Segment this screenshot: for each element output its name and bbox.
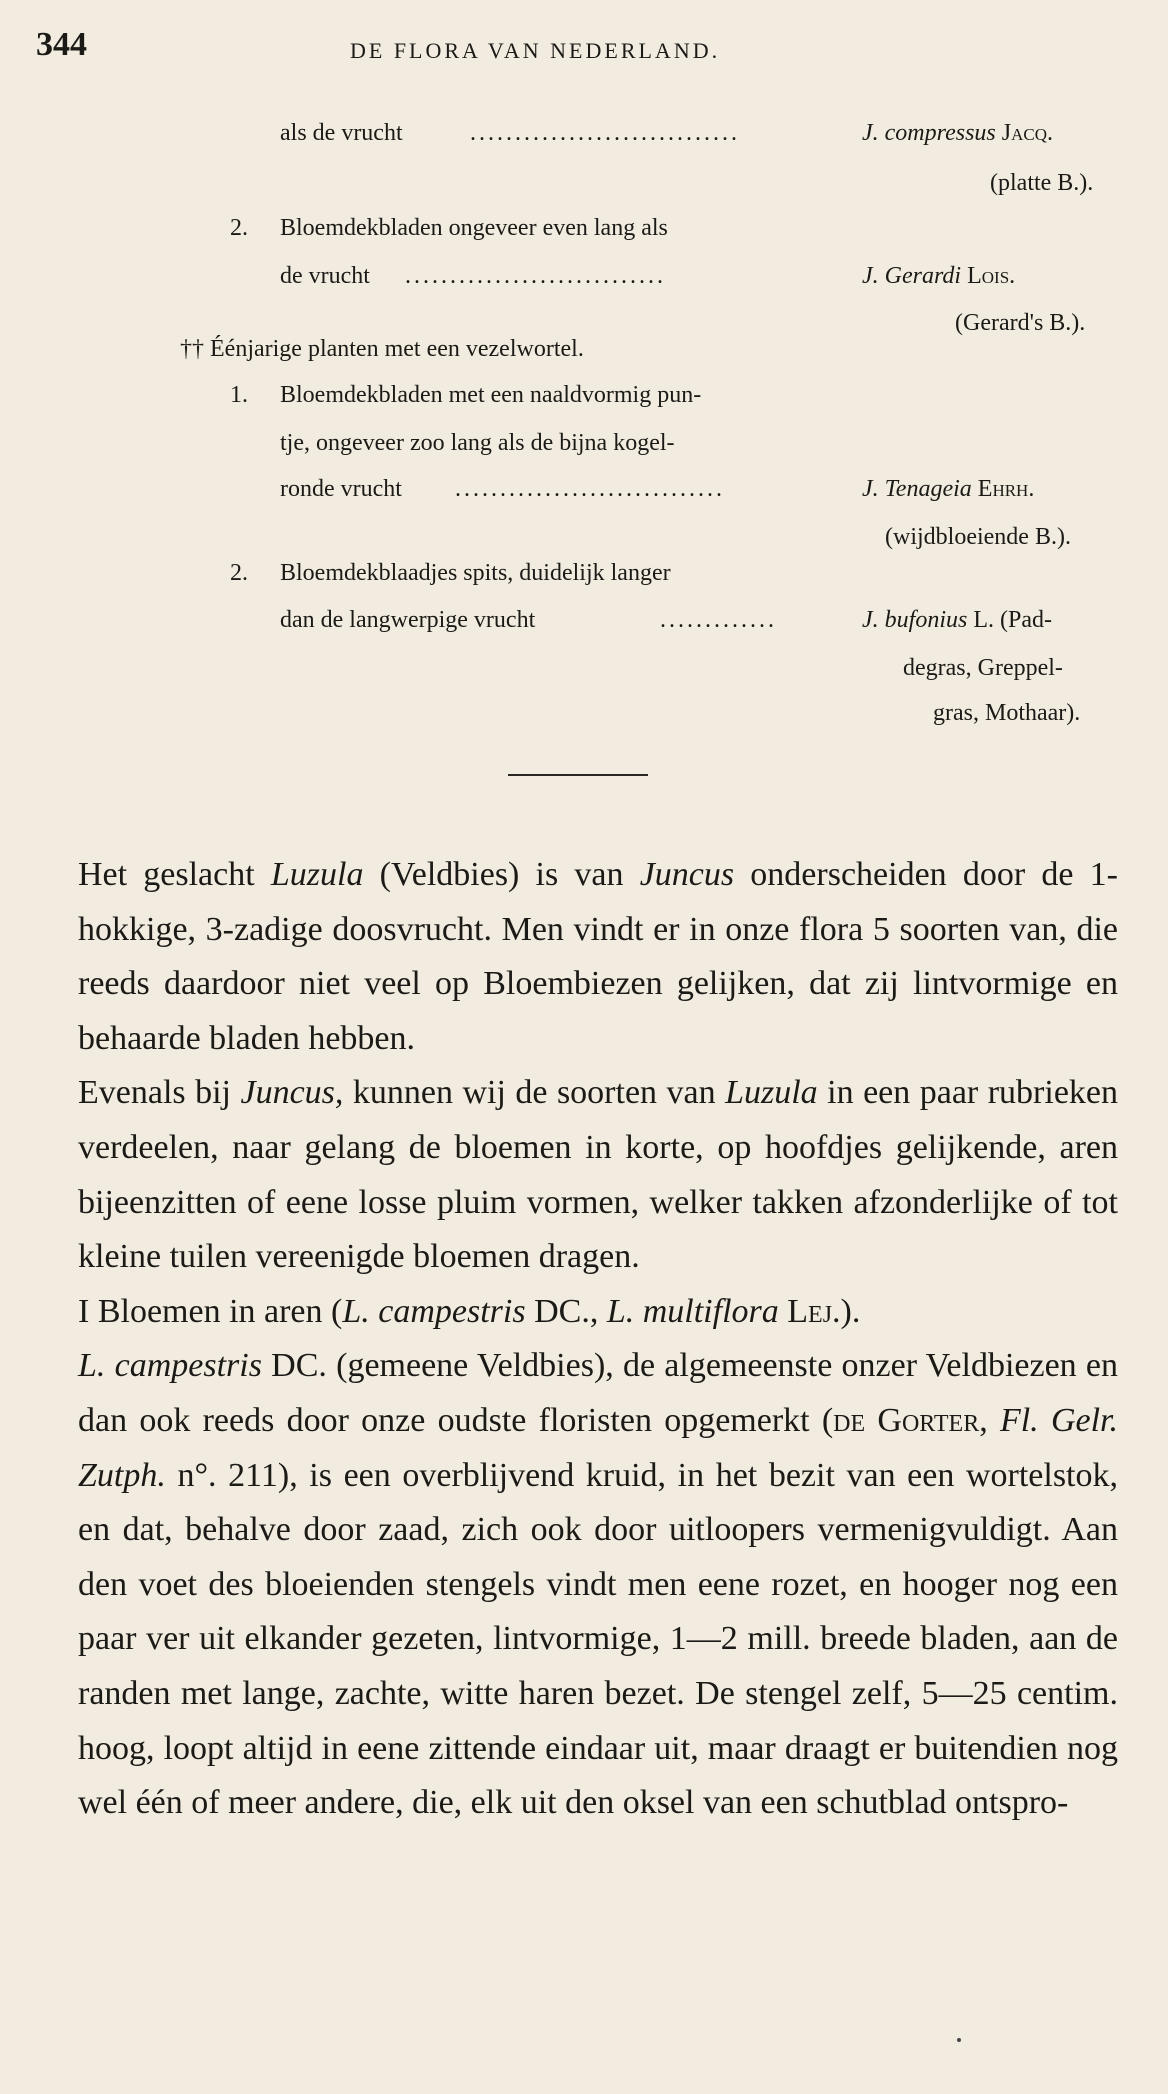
dot-leaders: .............................. (470, 120, 740, 146)
dot-leaders: ............................. (405, 263, 666, 289)
text-run: Het geslacht (78, 856, 271, 893)
author-name: de Gorter (833, 1401, 980, 1439)
text-run: kunnen wij de soorten van (343, 1074, 726, 1112)
species-name (862, 476, 1034, 503)
species-latin: J. Gerardi (862, 263, 962, 289)
paragraph (78, 1066, 1118, 1284)
species-latin: J. bufonius (862, 607, 968, 633)
dagger-mark: †† (180, 336, 204, 362)
paragraph (78, 1285, 1118, 1340)
species-author: Lois. (967, 263, 1016, 289)
text-run (779, 1293, 788, 1330)
key-line (280, 120, 403, 147)
print-speck (957, 2038, 961, 2042)
common-name: (Gerard's B.). (955, 310, 1086, 336)
text-run: Evenals bij (78, 1074, 241, 1112)
key-group-heading (180, 336, 584, 363)
key-text: Bloemdekbladen ongeveer even lang als (280, 215, 668, 241)
species-author: Jacq. (1001, 120, 1053, 146)
common-name: degras, Greppel- (903, 655, 1063, 681)
genus-name: Luzula (270, 856, 364, 893)
key-text: als de vrucht (280, 120, 403, 146)
genus-name: Juncus, (240, 1074, 344, 1112)
key-text: Bloemdekbladen met een naaldvormig pun- (280, 382, 702, 408)
common-name: (wijdbloeiende B.). (885, 524, 1071, 550)
text-run: ). (840, 1292, 861, 1330)
species-name (862, 120, 1053, 147)
text-run: in een paar rubrieken verdeelen, naar gelang de bloemen in korte, op hoofdjes gelijkende, aren bijeenzitten of eene losse pluim vormen, welker takken afzonderlijke of tot kleine tuilen vereenigde bloemen dragen. (78, 1074, 1119, 1276)
dot-leaders: .............................. (455, 476, 725, 502)
key-number: 2. (230, 560, 248, 586)
genus-name: Juncus (639, 856, 735, 893)
citation-title: Fl. Gelr. Zutph. (78, 1401, 1118, 1494)
species-name: L. multiflora (606, 1292, 779, 1330)
text-run: DC., (525, 1292, 607, 1330)
key-text: dan de langwerpige vrucht (280, 607, 536, 633)
text-run: onderscheiden door de 1-hokkige, 3-zadige doosvrucht. Men vindt er in onze flora 5 soorten van, die reeds daardoor niet veel op Bloembiezen gelijken, dat zij lintvormige en behaarde bladen hebben. (78, 856, 1118, 1057)
key-group-text: Éénjarige planten met een vezelwortel. (210, 336, 584, 362)
common-name: (Pad- (1000, 607, 1052, 633)
key-text: de vrucht (280, 263, 370, 289)
species-name: L. campestris (342, 1292, 526, 1330)
dot-leaders: ............. (660, 607, 777, 633)
key-text: tje, ongeveer zoo lang als de bijna kogel- (280, 430, 675, 456)
main-text (78, 848, 1118, 1831)
species-name: L. campestris (78, 1347, 262, 1385)
text-run: (Veldbies) is van (363, 856, 640, 893)
page-number: 344 (36, 26, 87, 63)
key-number: 2. (230, 215, 248, 241)
common-name: (platte B.). (990, 170, 1094, 196)
text-run: , (979, 1401, 1000, 1439)
running-title: DE FLORA VAN NEDERLAND. (350, 38, 721, 63)
text-run: n°. 211), is een overblijvend kruid, in het bezit van een wortelstok, en dat, behalve door zaad, zich ook door uitloopers vermenigvuldigt. Aan den voet des bloeienden stengels vindt men eene rozet, en hooger nog een paar ver uit elkander gezeten, lintvormige, 1—2 mill. breede bladen, aan de randen met lange, zachte, witte haren bezet. De stengel zelf, 5—25 centim. hoog, loopt altijd in eene zittende eindaar uit, maar draagt er buitendien nog wel één of meer andere, die, elk uit den oksel van een schutblad ontspro- (78, 1456, 1118, 1822)
genus-name: Luzula (725, 1074, 818, 1112)
species-name (862, 263, 1015, 290)
species-latin: J. compressus (862, 120, 996, 146)
key-number: 1. (230, 382, 248, 408)
paragraph (78, 1339, 1118, 1830)
species-author: Ehrh. (977, 476, 1035, 502)
key-text: ronde vrucht (280, 476, 402, 502)
species-author: L. (973, 607, 994, 633)
text-run: DC. (gemeene Veldbies), de algemeenste onzer Veldbiezen en dan ook reeds door onze oudste floristen opgemerkt ( (78, 1347, 1118, 1439)
key-text: Bloemdekblaadjes spits, duidelijk langer (280, 560, 671, 586)
species-latin: J. Tenageia (862, 476, 972, 502)
section-divider (508, 774, 648, 776)
author-name: Lej. (787, 1292, 841, 1330)
text-run: I Bloemen in aren ( (78, 1292, 343, 1330)
common-name: gras, Mothaar). (933, 700, 1081, 726)
species-name (862, 607, 1052, 634)
paragraph (78, 848, 1118, 1066)
